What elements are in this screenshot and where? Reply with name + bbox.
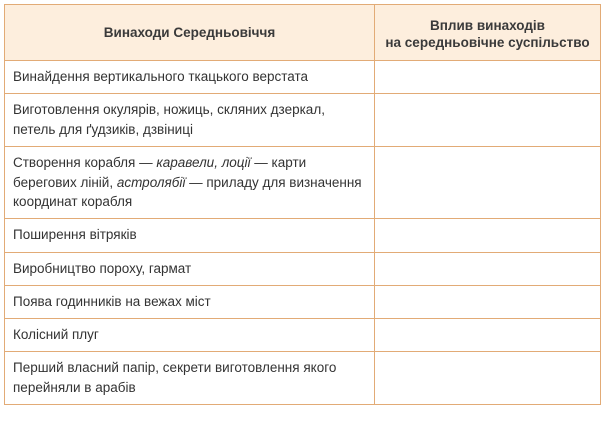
header-influence-line2: на середньовічне суспільство [385,34,590,50]
invention-text-part: Винайдення вертикального ткацького верстата [13,69,309,84]
header-influence-line1: Вплив винаходів [430,17,545,33]
influence-answer-cell[interactable] [375,319,601,352]
header-inventions [5,5,375,61]
influence-answer[interactable] [375,253,600,265]
invention-cell [5,219,375,253]
invention-text-italic: каравели, лоції [156,155,251,170]
influence-answer[interactable] [375,319,600,331]
invention-cell [5,352,375,405]
influence-answer-cell[interactable] [375,352,601,405]
invention-text-part: Виробництво пороху, гармат [13,261,192,276]
invention-cell [5,94,375,147]
table-row [5,253,601,286]
invention-text-part: Колісний плуг [13,327,99,342]
invention-cell [5,61,375,94]
invention-text-part: Поява годинників на вежах міст [13,294,211,309]
influence-answer-cell[interactable] [375,94,601,147]
invention-text-part: Поширення вітряків [13,227,137,242]
header-influence [375,5,601,61]
invention-text [5,352,374,403]
table-header [5,5,601,61]
table-row [5,61,601,94]
influence-answer-cell[interactable] [375,219,601,253]
influence-answer[interactable] [375,219,600,231]
invention-text-part: — приладу для визначення координат корабля [13,174,362,209]
table-body [5,61,601,405]
table-row [5,319,601,352]
invention-text [5,219,374,251]
invention-cell [5,253,375,286]
header-row [5,5,601,61]
table-row [5,147,601,219]
invention-text [5,319,374,351]
table-row [5,219,601,253]
invention-text-part: Створення корабля — [13,155,157,170]
influence-answer-cell[interactable] [375,286,601,319]
inventions-table [4,4,601,405]
influence-answer-cell[interactable] [375,147,601,219]
invention-text [5,61,374,93]
invention-text-part: — карти берегових ліній, [13,155,307,190]
influence-answer[interactable] [375,94,600,106]
header-inventions-label: Винаходи Середньовіччя [103,24,276,40]
influence-answer[interactable] [375,352,600,364]
invention-cell [5,286,375,319]
invention-text [5,147,374,218]
inventions-table-container [4,4,600,405]
table-row [5,94,601,147]
invention-text-italic: астролябії [116,174,186,190]
table-row [5,286,601,319]
invention-cell [5,147,375,219]
influence-answer-cell[interactable] [375,61,601,94]
influence-answer-cell[interactable] [375,253,601,286]
invention-text-part: Перший власний папір, секрети виготовлення якого перейняли в арабів [13,360,337,395]
invention-text [5,94,374,145]
table-row [5,352,601,405]
invention-text [5,253,374,285]
influence-answer[interactable] [375,286,600,298]
invention-text [5,286,374,318]
invention-text-part: Виготовлення окулярів, ножиць, скляних дзеркал, петель для ґудзиків, дзвіниці [13,102,325,137]
influence-answer[interactable] [375,147,600,159]
invention-cell [5,319,375,352]
influence-answer[interactable] [375,61,600,73]
